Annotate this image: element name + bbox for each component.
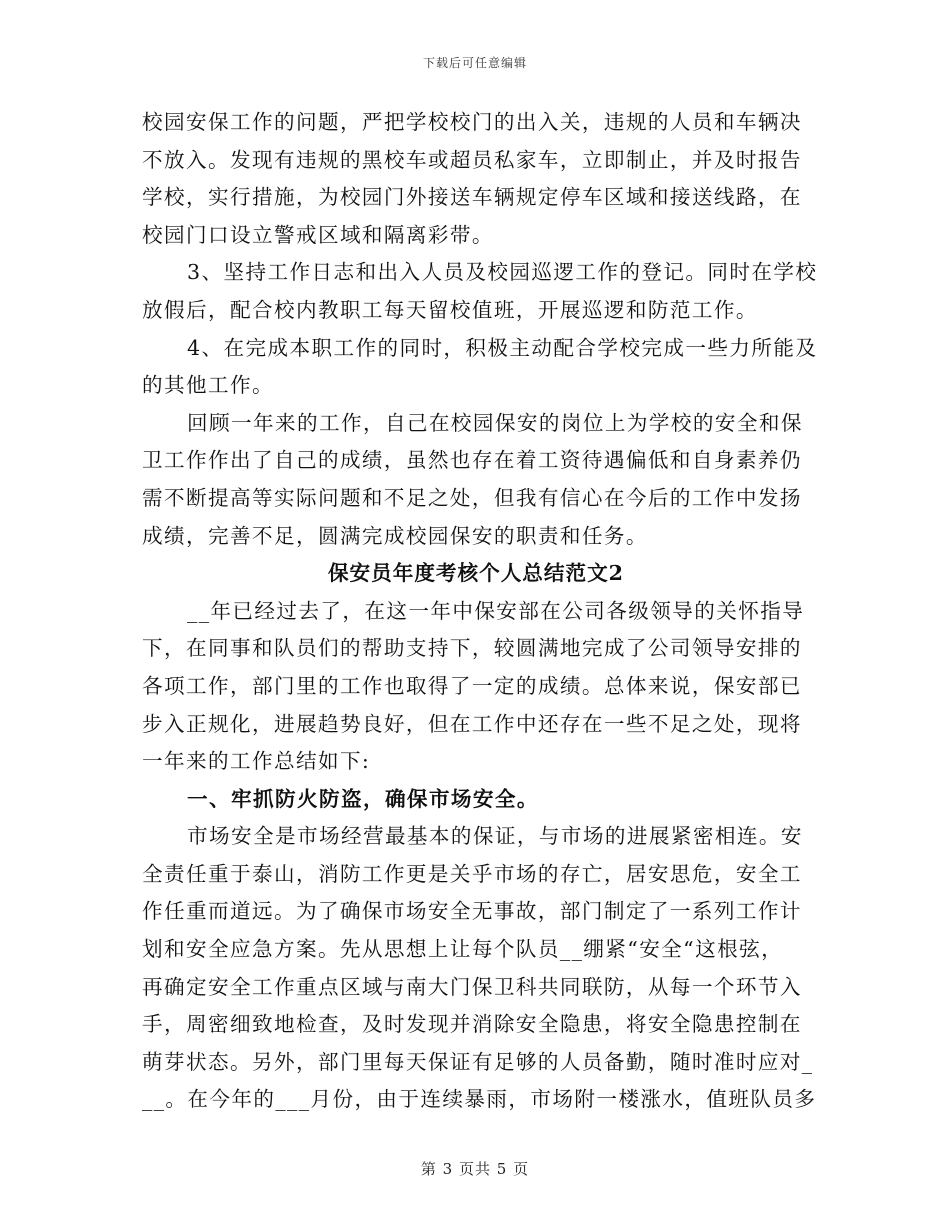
paragraph-line: 不放入。发现有违规的黑校车或超员私家车，立即制止，并及时报告 (142, 147, 802, 172)
paragraph-line: 成绩，完善不足，圆满完成校园保安的职责和任务。 (142, 523, 648, 548)
paragraph-line: 卫工作作出了自己的成绩，虽然也存在着工资待遇偏低和自身素养仍 (142, 448, 802, 473)
document-body (142, 104, 818, 1119)
page-header: 下载后可任意编辑 (422, 56, 527, 70)
paragraph-line: 作任重而道远。为了确保市场安全无事故，部门制定了一系列工作计 (142, 899, 802, 924)
paragraph-line: 市场安全是市场经营最基本的保证，与市场的进展紧密相连。安 (187, 824, 803, 849)
paragraph-line: __年已经过去了，在这一年中保安部在公司各级领导的关怀指导 (187, 598, 805, 623)
paragraph-line: 再确定安全工作重点区域与南大门保卫科共同联防，从每一个环节入 (142, 974, 802, 999)
paragraph-line: 萌芽状态。另外，部门里每天保证有足够的人员备勤，随时准时应对_ (142, 1049, 814, 1074)
paragraph-line: 下，在同事和队员们的帮助支持下，较圆满地完成了公司领导安排的 (142, 636, 802, 661)
section-title: 保安员年度考核个人总结范文2 (327, 561, 625, 586)
paragraph-line: 回顾一年来的工作，自己在校园保安的岗位上为学校的安全和保 (187, 410, 803, 435)
paragraph-line: 的其他工作。 (142, 373, 274, 398)
paragraph-line: 步入正规化，进展趋势良好，但在工作中还存在一些不足之处，现将 (142, 711, 802, 736)
paragraph-line: __。在今年的___月份，由于连续暴雨，市场附一楼涨水，值班队员多 (142, 1087, 817, 1112)
paragraph-line: 学校，实行措施，为校园门外接送车辆规定停车区域和接送线路，在 (142, 185, 802, 210)
paragraph-line: 放假后，配合校内教职工每天留校值班，开展巡逻和防范工作。 (142, 297, 758, 322)
paragraph-line: 一年来的工作总结如下: (142, 749, 371, 774)
paragraph-line: 校园门口设立警戒区域和隔离彩带。 (142, 222, 494, 247)
paragraph-line: 手，周密细致地检查，及时发现并消除安全隐患，将安全隐患控制在 (142, 1012, 802, 1037)
paragraph-line: 划和安全应急方案。先从思想上让每个队员__绷紧“安全“这根弦， (142, 937, 784, 962)
paragraph-line: 全责任重于泰山，消防工作更是关乎市场的存亡，居安思危，安全工 (142, 861, 802, 886)
paragraph-line: 3、坚持工作日志和出入人员及校园巡逻工作的登记。同时在学校 (187, 260, 818, 285)
paragraph-line: 4、在完成本职工作的同时，积极主动配合学校完成一些力所能及 (187, 335, 818, 360)
paragraph-line: 需不断提高等实际问题和不足之处，但我有信心在今后的工作中发扬 (142, 485, 802, 510)
paragraph-line: 各项工作，部门里的工作也取得了一定的成绩。总体来说，保安部已 (142, 673, 802, 698)
page-footer: 第 3 页共 5 页 (420, 1160, 530, 1178)
paragraph-line: 校园安保工作的问题，严把学校校门的出入关，违规的人员和车辆决 (142, 110, 802, 134)
subsection-heading: 一、牢抓防火防盗，确保市场安全。 (187, 786, 539, 811)
